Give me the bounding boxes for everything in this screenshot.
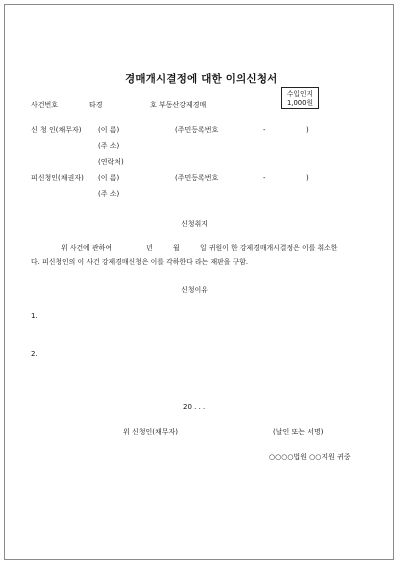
- applicant-id-close: ): [306, 126, 309, 134]
- respondent-id-label: (주민등록번호: [175, 174, 219, 182]
- court-addressee: ○○○○법원 ○○지원 귀중: [269, 453, 351, 461]
- applicant-role: 신 청 인(채무자): [31, 126, 82, 134]
- case-number-suffix: 호 부동산강제경매: [150, 101, 207, 109]
- reason-item-1: 1.: [31, 312, 38, 320]
- case-number-prefix: 타경: [89, 101, 103, 109]
- purpose-heading: 신청취지: [181, 220, 209, 228]
- applicant-id-label: (주민등록번호: [175, 126, 219, 134]
- respondent-role: 피신청인(채권자): [31, 174, 84, 182]
- respondent-id-close: ): [306, 174, 309, 182]
- signature-seal-note: (날인 또는 서명): [273, 428, 324, 436]
- applicant-id-dash: -: [263, 126, 266, 134]
- applicant-address-label: (주 소): [98, 142, 120, 150]
- case-number-label: 사건번호: [31, 101, 59, 109]
- stamp-label: 수입인지: [286, 90, 314, 98]
- purpose-line-1-year: 년: [146, 244, 153, 252]
- respondent-address-label: (주 소): [98, 190, 120, 198]
- reasons-heading: 신청이유: [181, 286, 209, 294]
- document-page: [4, 4, 394, 560]
- applicant-name-label: (이 름): [98, 126, 120, 134]
- revenue-stamp-box: [281, 87, 319, 109]
- reason-item-2: 2.: [31, 350, 38, 358]
- purpose-line-1-start: 위 사건에 관하여: [61, 244, 112, 252]
- purpose-line-1-month: 월: [173, 244, 180, 252]
- purpose-line-2: 다. 피신청인의 이 사건 강제경매신청은 이를 각하한다 라는 재판을 구함.: [31, 258, 249, 266]
- respondent-name-label: (이 름): [98, 174, 120, 182]
- purpose-line-1-end: 일 귀원이 한 강제경매개시결정은 이를 취소한: [200, 244, 338, 252]
- applicant-contact-label: (연락처): [98, 158, 124, 166]
- respondent-id-dash: -: [263, 174, 266, 182]
- stamp-amount: 1,000원: [286, 99, 314, 107]
- document-title: 경매개시결정에 대한 이의신청서: [125, 73, 278, 85]
- date-line: 20 . . .: [183, 403, 206, 411]
- signature-applicant: 위 신청인(채무자): [123, 428, 179, 436]
